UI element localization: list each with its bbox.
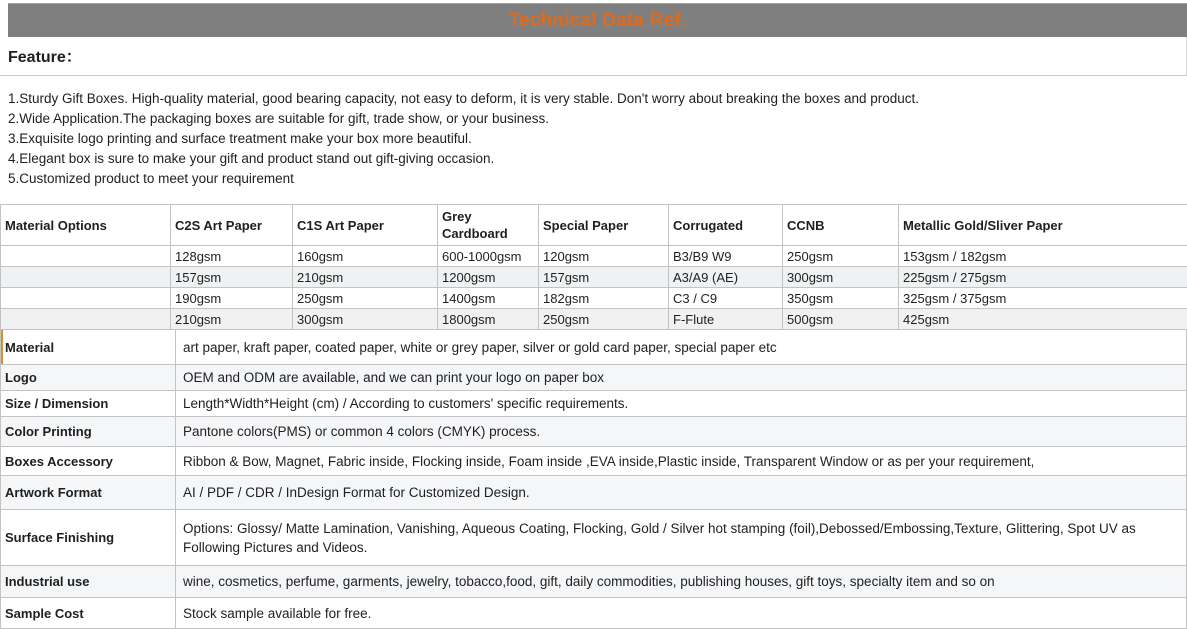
materials-header-cell: Corrugated: [669, 205, 783, 246]
spec-label: Logo: [1, 365, 176, 391]
materials-table: [0, 204, 1187, 330]
spec-value: Options: Glossy/ Matte Lamination, Vanishing, Aqueous Coating, Flocking, Gold / Silver hot stamping (foil),Debossed/Embossing,Texture, Glittering, Spot UV as Following Pictures and Videos.: [176, 510, 1187, 566]
spec-row: [1, 447, 1187, 476]
title-bar: [8, 3, 1187, 37]
materials-cell: 128gsm: [171, 246, 293, 267]
feature-item: 1.Sturdy Gift Boxes. High-quality material, good bearing capacity, not easy to deform, it is very stable. Don't worry about breaking the boxes and product.: [8, 89, 1179, 109]
materials-cell: 157gsm: [539, 267, 669, 288]
spec-value: Pantone colors(PMS) or common 4 colors (CMYK) process.: [176, 417, 1187, 447]
materials-header-cell: Grey Cardboard: [438, 205, 539, 246]
materials-row: [1, 288, 1187, 309]
spec-label: Boxes Accessory: [1, 447, 176, 476]
materials-cell: 250gsm: [539, 309, 669, 330]
feature-list: [0, 76, 1187, 201]
materials-cell: 300gsm: [783, 267, 899, 288]
spec-table: [0, 329, 1187, 629]
materials-cell: 120gsm: [539, 246, 669, 267]
materials-cell: 182gsm: [539, 288, 669, 309]
materials-cell: 300gsm: [293, 309, 438, 330]
spec-label: Size / Dimension: [1, 391, 176, 417]
materials-cell: 1800gsm: [438, 309, 539, 330]
spec-row: [1, 417, 1187, 447]
materials-cell: F-Flute: [669, 309, 783, 330]
materials-header-cell: Material Options: [1, 205, 171, 246]
feature-heading: Feature：: [0, 37, 1187, 76]
materials-cell: [1, 267, 171, 288]
spec-row: [1, 566, 1187, 598]
spec-row: [1, 330, 1187, 365]
materials-cell: 160gsm: [293, 246, 438, 267]
materials-header-cell: Special Paper: [539, 205, 669, 246]
spec-label: Color Printing: [1, 417, 176, 447]
spec-label: Surface Finishing: [1, 510, 176, 566]
materials-header-cell: Metallic Gold/Sliver Paper: [899, 205, 1187, 246]
materials-row: [1, 309, 1187, 330]
spec-row: [1, 598, 1187, 629]
materials-cell: [1, 288, 171, 309]
materials-header-row: [1, 205, 1187, 246]
page-title: Technical Data Ref.: [509, 10, 687, 32]
spec-value: art paper, kraft paper, coated paper, white or grey paper, silver or gold card paper, special paper etc: [176, 330, 1187, 365]
spec-label: Sample Cost: [1, 598, 176, 629]
feature-item: 2.Wide Application.The packaging boxes are suitable for gift, trade show, or your business.: [8, 109, 1179, 129]
materials-cell: C3 / C9: [669, 288, 783, 309]
spec-value: Ribbon & Bow, Magnet, Fabric inside, Flocking inside, Foam inside ,EVA inside,Plastic inside, Transparent Window or as per your requirement,: [176, 447, 1187, 476]
feature-item: 4.Elegant box is sure to make your gift and product stand out gift-giving occasion.: [8, 149, 1179, 169]
materials-row: [1, 267, 1187, 288]
materials-cell: 600-1000gsm: [438, 246, 539, 267]
materials-cell: 500gsm: [783, 309, 899, 330]
materials-cell: [1, 309, 171, 330]
feature-item: 3.Exquisite logo printing and surface treatment make your box more beautiful.: [8, 129, 1179, 149]
spec-value: OEM and ODM are available, and we can print your logo on paper box: [176, 365, 1187, 391]
materials-header-cell: CCNB: [783, 205, 899, 246]
materials-cell: 157gsm: [171, 267, 293, 288]
spec-value: AI / PDF / CDR / InDesign Format for Customized Design.: [176, 476, 1187, 510]
spec-label: Artwork Format: [1, 476, 176, 510]
spec-row: [1, 365, 1187, 391]
materials-cell: 210gsm: [293, 267, 438, 288]
spec-value: wine, cosmetics, perfume, garments, jewelry, tobacco,food, gift, daily commodities, publishing houses, gift toys, specialty item and so on: [176, 566, 1187, 598]
materials-cell: 250gsm: [293, 288, 438, 309]
spec-row: [1, 476, 1187, 510]
spec-label: Material: [1, 330, 176, 365]
materials-cell: 1400gsm: [438, 288, 539, 309]
spec-value: Length*Width*Height (cm) / According to customers' specific requirements.: [176, 391, 1187, 417]
materials-cell: A3/A9 (AE): [669, 267, 783, 288]
materials-header-cell: C1S Art Paper: [293, 205, 438, 246]
spec-row: [1, 510, 1187, 566]
materials-cell: B3/B9 W9: [669, 246, 783, 267]
materials-header-cell: C2S Art Paper: [171, 205, 293, 246]
spec-label: Industrial use: [1, 566, 176, 598]
materials-cell: 210gsm: [171, 309, 293, 330]
materials-cell: 225gsm / 275gsm: [899, 267, 1187, 288]
spec-value: Stock sample available for free.: [176, 598, 1187, 629]
materials-cell: 425gsm: [899, 309, 1187, 330]
spec-row: [1, 391, 1187, 417]
materials-cell: [1, 246, 171, 267]
materials-cell: 325gsm / 375gsm: [899, 288, 1187, 309]
feature-item: 5.Customized product to meet your requirement: [8, 169, 1179, 189]
materials-cell: 250gsm: [783, 246, 899, 267]
materials-row: [1, 246, 1187, 267]
materials-cell: 153gsm / 182gsm: [899, 246, 1187, 267]
materials-cell: 190gsm: [171, 288, 293, 309]
materials-cell: 350gsm: [783, 288, 899, 309]
materials-cell: 1200gsm: [438, 267, 539, 288]
